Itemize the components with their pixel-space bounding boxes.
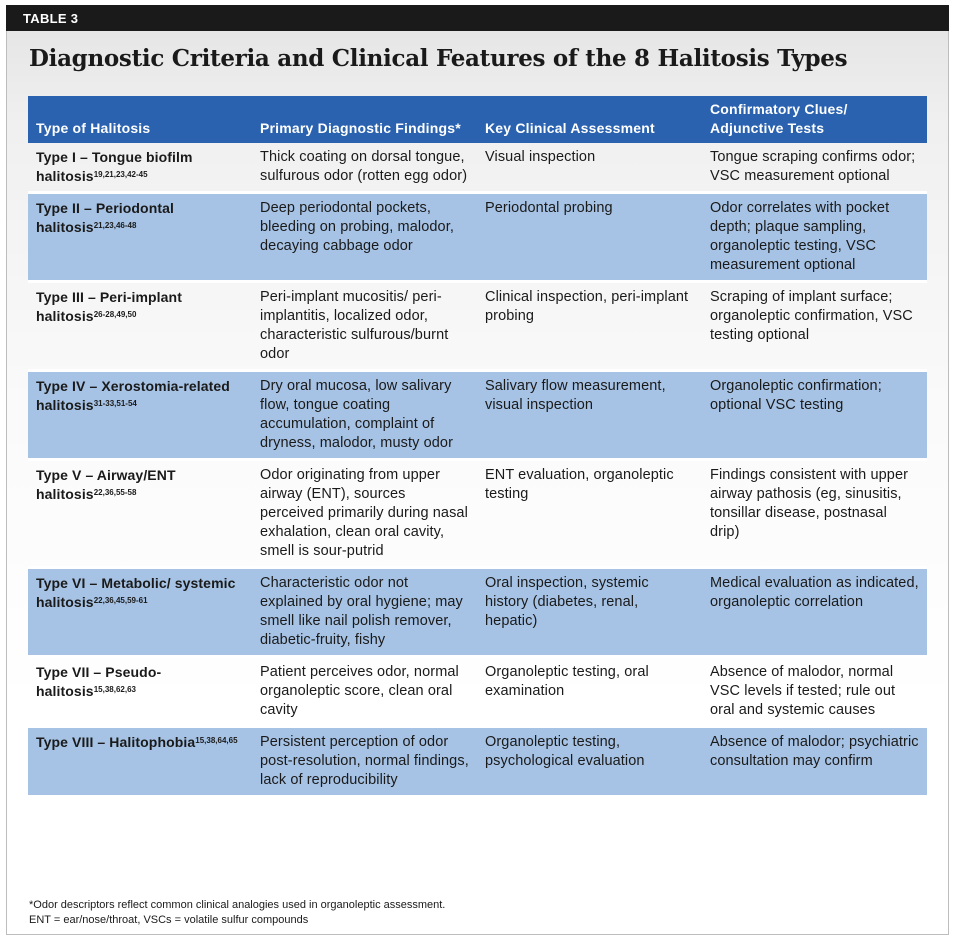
assessment-cell: Clinical inspection, peri-implant probing [477,282,702,371]
tests-cell: Tongue scraping confirms odor; VSC measurement optional [710,149,916,184]
type-name: Type VII – Pseudo-halitosis [36,664,162,699]
reference-numbers: 15,38,64,65 [195,736,238,745]
tests-cell: Medical evaluation as indicated, organoleptic correlation [702,568,927,657]
tests-cell: Absence of malodor; psychiatric consultation may confirm [702,727,927,796]
assessment-cell: Organoleptic testing, oral examination [477,657,702,727]
header-type: Type of Halitosis [28,96,252,143]
reference-numbers: 22,36,45,59-61 [93,596,148,605]
findings-cell: Persistent perception of odor post-resolution, normal findings, lack of reproducibility [252,727,477,796]
tests-cell: Organoleptic confirmation; optional VSC testing [702,371,927,460]
findings-cell: Peri-implant mucositis/ peri-implantitis, localized odor, characteristic sulfurous/burnt odor [252,282,477,371]
findings-cell: Thick coating on dorsal tongue, sulfurous odor (rotten egg odor) [260,149,468,184]
reference-numbers: 22,36,55-58 [93,488,137,497]
assessment-cell: Salivary flow measurement, visual inspection [477,371,702,460]
assessment-cell: Visual inspection [485,149,596,165]
findings-cell: Odor originating from upper airway (ENT), sources perceived primarily during nasal exhalation, clean oral cavity, smell is sour-putrid [252,460,477,568]
header-row [28,96,927,143]
type-cell [28,143,252,193]
type-name: Type I – Tongue biofilm halitosis [36,149,193,184]
table-row [28,568,927,657]
type-name: Type VIII – Halitophobia [36,734,196,750]
tests-cell: Findings consistent with upper airway pathosis (eg, sinusitis, tonsillar disease, postnasal drip) [702,460,927,568]
findings-cell: Characteristic odor not explained by oral hygiene; may smell like nail polish remover, diabetic-fruity, fishy [252,568,477,657]
assessment-cell: Organoleptic testing, psychological evaluation [477,727,702,796]
type-name: Type VI – Metabolic/ systemic halitosis [36,575,236,610]
findings-cell: Dry oral mucosa, low salivary flow, tongue coating accumulation, complaint of dryness, malodor, musty odor [252,371,477,460]
type-name: Type IV – Xerostomia-related halitosis [36,378,230,413]
type-name: Type V – Airway/ENT halitosis [36,467,176,502]
reference-numbers: 31-33,51-54 [93,399,137,408]
reference-numbers: 15,38,62,63 [93,685,136,694]
table-row [28,460,927,568]
assessment-cell: Oral inspection, systemic history (diabetes, renal, hepatic) [477,568,702,657]
type-cell [28,282,252,371]
header-findings: Primary Diagnostic Findings* [252,96,477,143]
type-name: Type III – Peri-implant halitosis [36,289,182,324]
table-row [28,193,927,282]
type-cell [28,460,252,568]
table-row [28,143,927,193]
type-cell [28,371,252,460]
table-row [28,282,927,371]
reference-numbers: 21,23,46-48 [93,221,137,230]
table-row [28,727,927,796]
halitosis-table [28,96,927,795]
tests-cell: Absence of malodor, normal VSC levels if tested; rule out oral and systemic causes [702,657,927,727]
findings-cell: Deep periodontal pockets, bleeding on probing, malodor, decaying cabbage odor [252,193,477,282]
type-cell [28,568,252,657]
table-label-bar [6,5,949,31]
table-row [28,657,927,727]
type-cell [28,727,252,796]
assessment-cell: ENT evaluation, organoleptic testing [477,460,702,568]
footnote-abbreviations: ENT = ear/nose/throat, VSCs = volatile sulfur compounds [29,914,309,926]
table-label: TABLE 3 [23,11,79,26]
reference-numbers: 19,21,23,42-45 [93,170,148,179]
footnote-odor: *Odor descriptors reflect common clinical analogies used in organoleptic assessment. [29,899,446,911]
tests-cell: Scraping of implant surface; organoleptic confirmation, VSC testing optional [702,282,927,371]
header-tests: Confirmatory Clues/ Adjunctive Tests [702,96,927,143]
assessment-cell: Periodontal probing [477,193,702,282]
findings-cell: Patient perceives odor, normal organoleptic score, clean oral cavity [252,657,477,727]
type-cell [28,193,252,282]
table-title: Diagnostic Criteria and Clinical Features of the 8 Halitosis Types [29,45,848,72]
header-assessment: Key Clinical Assessment [477,96,702,143]
type-name: Type II – Periodontal halitosis [36,200,174,235]
table-row [28,371,927,460]
reference-numbers: 26-28,49,50 [93,310,137,319]
tests-cell: Odor correlates with pocket depth; plaque sampling, organoleptic testing, VSC measurement optional [702,193,927,282]
type-cell [28,657,252,727]
